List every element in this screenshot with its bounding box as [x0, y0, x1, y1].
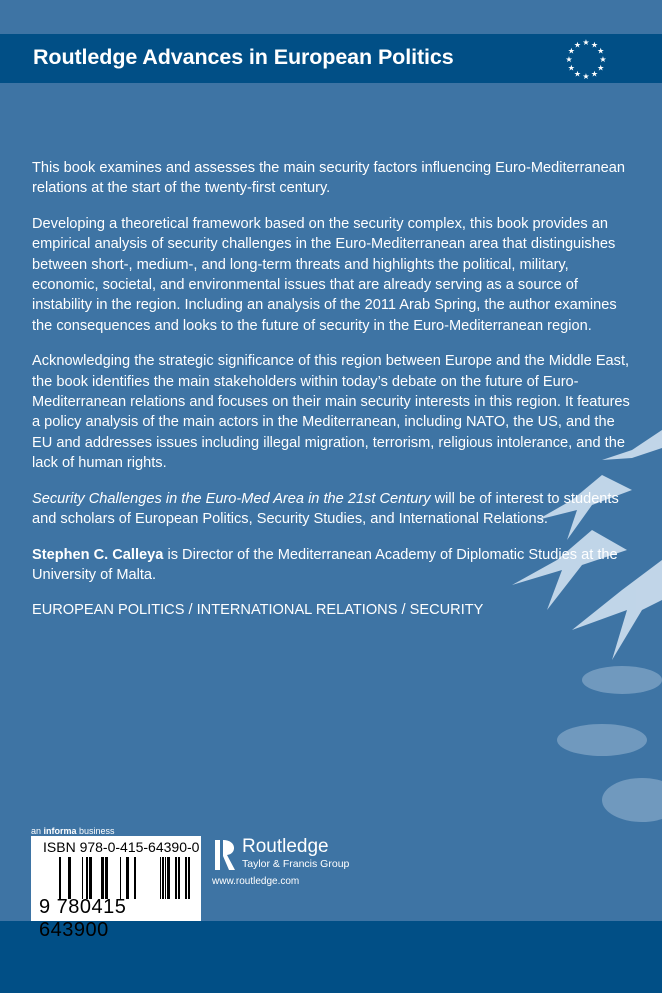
barcode-bars [51, 857, 191, 899]
author-bio-text: is Director of the Mediterranean Academy of Diplomatic Studies at the University of Malta. [32, 546, 618, 583]
eu-star: ★ [597, 46, 605, 56]
publisher-group: Taylor & Francis Group [242, 858, 350, 870]
publisher-url[interactable]: www.routledge.com [212, 876, 300, 887]
barcode-digits: 9 780415 643900 [39, 896, 127, 941]
cover-description [32, 158, 632, 636]
paragraph-2: Developing a theoretical framework based on the security complex, this book provides an empirical analysis of security challenges in the Euro-Mediterranean area that distinguishes between short-, medium-, and long-term threats and highlights the political, military, economic, societal, and environmental issues that are already serving as a source of instability in the region. Including an analysis of the 2011 Arab Spring, the author examines the consequences and looks to the future of security in the Euro-Mediterranean region. [32, 215, 617, 334]
eu-star: ★ [597, 63, 605, 73]
eu-star: ★ [567, 46, 575, 56]
informa-tagline [31, 826, 115, 836]
isbn-barcode [31, 836, 201, 941]
eu-star: ★ [590, 40, 599, 50]
paragraph-3: Acknowledging the strategic significance of this region between Europe and the Middle East, the book identifies the main stakeholders within today’s debate on the future of Euro-Mediterranean relations and focuses on their main security interests in this region. It features a policy analysis of the main actors in the Mediterranean, including NATO, the US, and the EU and addresses issues including illegal migration, terrorism, religious intolerance, and the lack of human rights. [32, 353, 630, 472]
informa-suffix: business [76, 826, 115, 836]
subject-categories: EUROPEAN POLITICS / INTERNATIONAL RELATIONS / SECURITY [32, 602, 484, 619]
author-bio [32, 545, 632, 586]
eu-star: ★ [573, 69, 582, 79]
informa-brand: informa [43, 826, 77, 836]
book-title: Security Challenges in the Euro-Med Area in the 21st Century [32, 490, 431, 507]
paragraph-interest [32, 489, 632, 530]
eu-star: ★ [599, 55, 607, 64]
routledge-logo-icon [215, 838, 237, 872]
eu-star: ★ [573, 40, 582, 50]
informa-prefix: an [31, 826, 44, 836]
author-name: Stephen C. Calleya [32, 546, 164, 563]
eu-star: ★ [565, 55, 573, 64]
eu-star: ★ [582, 72, 590, 80]
eu-star: ★ [582, 38, 590, 47]
series-title: Routledge Advances in European Politics [33, 45, 454, 69]
publisher-name: Routledge [242, 836, 329, 857]
interest-text: will be of interest to students and scholars of European Politics, Security Studies, and International Relations. [32, 490, 619, 528]
isbn-text: ISBN 978-0-415-64390-0 [43, 839, 200, 855]
paragraph-1: This book examines and assesses the main security factors influencing Euro-Mediterranean relations at the start of the twenty-first century. [32, 160, 625, 197]
eu-star: ★ [567, 63, 575, 73]
eu-stars-icon [564, 38, 608, 80]
eu-star: ★ [590, 69, 599, 79]
